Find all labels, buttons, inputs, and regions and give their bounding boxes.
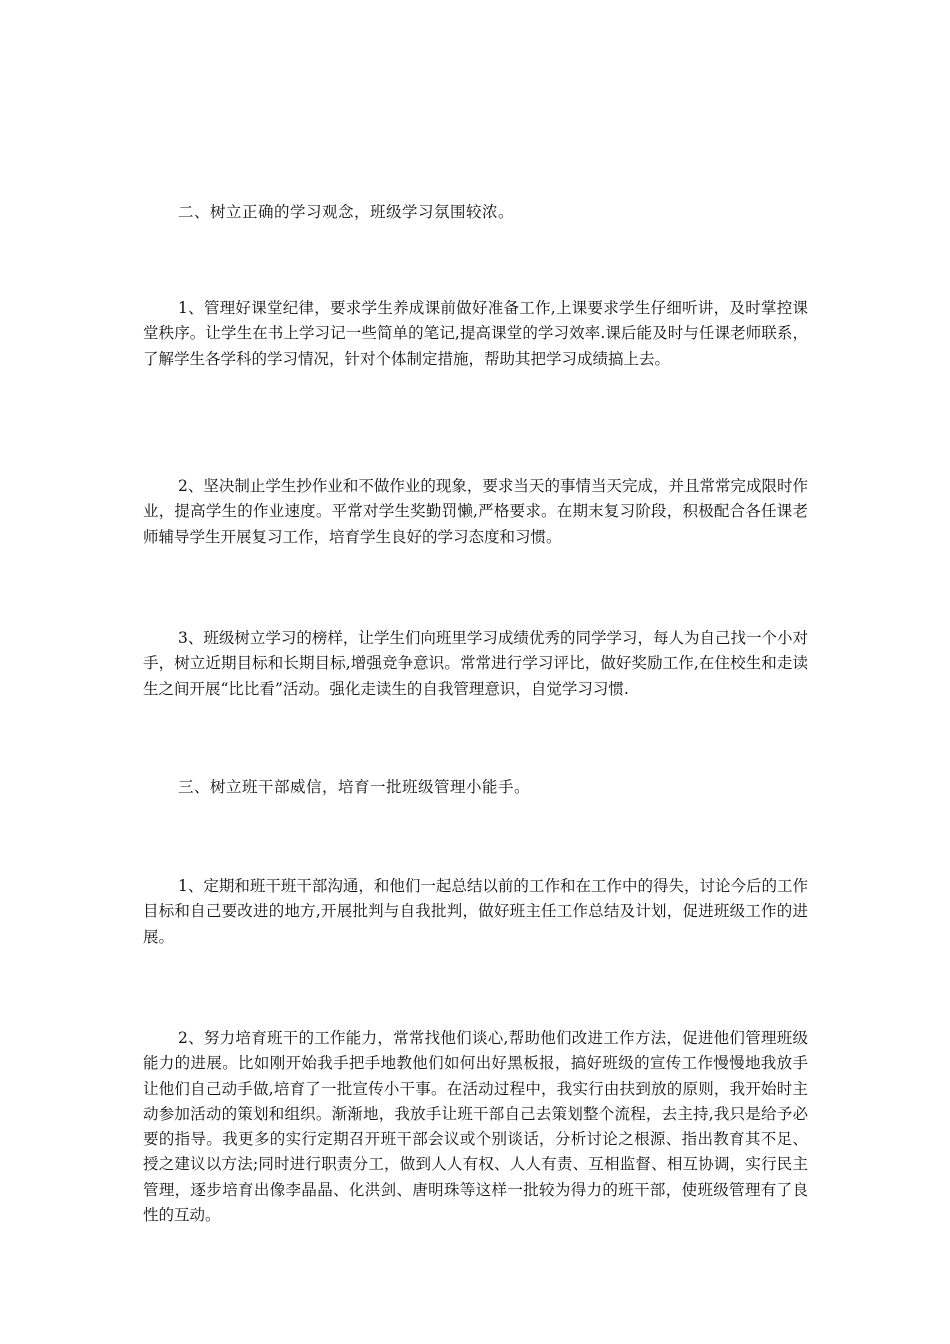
- section-heading-2: 二、树立正确的学习观念，班级学习氛围较浓。: [178, 203, 515, 221]
- paragraph-3-2: 2、努力培育班干的工作能力，常常找他们谈心,帮助他们改进工作方法，促进他们管理班级能力的进展。比如刚开始我手把手地教他们如何出好黑板报，搞好班级的宣传工作慢慢地我放手让他们自己动手做,培育了一批宣传小干事。在活动过程中，我实行由扶到放的原则，我开始时主动参加活动的策划和组织。渐渐地，我放手让班干部自己去策划整个流程，去主持,我只是给予必要的指导。我更多的实行定期召开班干部会议或个别谈话，分析讨论之根源、指出教育其不足、授之建议以方法;同时进行职责分工，做到人人有权、人人有责、互相监督、相互协调，实行民主管理，逐步培育出像李晶晶、化洪剑、唐明珠等这样一批较为得力的班干部，使班级管理有了良性的互动。: [143, 1029, 808, 1225]
- paragraph-2-2: 2、坚决制止学生抄作业和不做作业的现象，要求当天的事情当天完成，并且常常完成限时作业，提高学生的作业速度。平常对学生奖勤罚懒,严格要求。在期末复习阶段，积极配合各任课老师辅导学生开展复习工作，培育学生良好的学习态度和习惯。: [143, 477, 808, 546]
- paragraph-3-1: 1、定期和班干班干部沟通，和他们一起总结以前的工作和在工作中的得失，讨论今后的工作目标和自己要改进的地方,开展批判与自我批判，做好班主任工作总结及计划，促进班级工作的进展。: [143, 877, 808, 946]
- paragraph-2-3: 3、班级树立学习的榜样，让学生们向班里学习成绩优秀的同学学习，每人为自己找一个小对手，树立近期目标和长期目标,增强竞争意识。常常进行学习评比，做好奖励工作,在住校生和走读生之间开展“比比看”活动。强化走读生的自我管理意识，自觉学习习惯.: [143, 629, 808, 698]
- section-heading-3: 三、树立班干部威信，培育一批班级管理小能手。: [178, 778, 531, 796]
- paragraph-2-1: 1、管理好课堂纪律，要求学生养成课前做好准备工作,上课要求学生仔细听讲，及时掌控课堂秩序。让学生在书上学习记一些简单的笔记,提高课堂的学习效率.课后能及时与任课老师联系，了解学生各学科的学习情况，针对个体制定措施，帮助其把学习成绩搞上去。: [143, 299, 808, 368]
